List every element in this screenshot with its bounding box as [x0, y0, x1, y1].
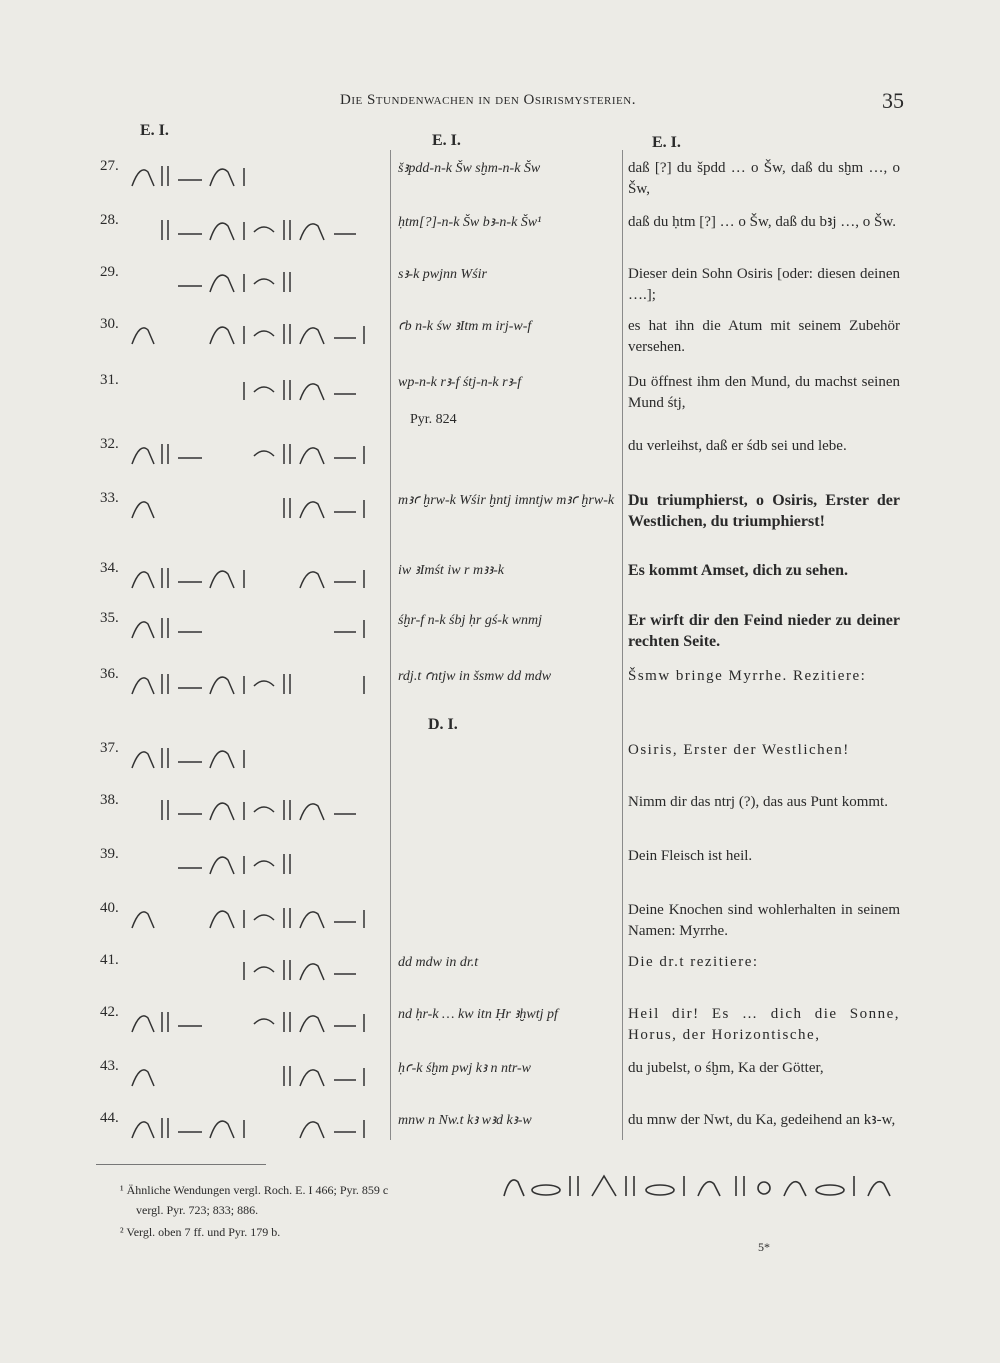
translation: du mnw der Nwt, du Ka, gedeihend an kꜣ-w,	[628, 1112, 896, 1128]
footnote-rule	[96, 1164, 266, 1165]
translation: du verleihst, daß er śdb sei und lebe.	[628, 438, 847, 454]
row-number: 44.	[100, 1110, 119, 1126]
transliteration: sꜣ-k pwjnn Wśir	[398, 267, 487, 282]
row-number: 39.	[100, 846, 119, 862]
col2-heading: E. I.	[432, 132, 461, 149]
footnote-2: ² Vergl. oben 7 ff. und Pyr. 179 b.	[120, 1225, 281, 1239]
row-number: 32.	[100, 436, 119, 452]
translation: Deine Knochen sind wohlerhalten in seinem Namen: Myrrhe.	[628, 902, 900, 939]
page-number: 35	[882, 88, 904, 113]
transliteration: mnw n Nw.t kꜣ wꜣd kꜣ-w	[398, 1113, 532, 1128]
hieroglyph-group-icon	[128, 846, 378, 880]
footnote-hieroglyph-icon	[500, 1170, 900, 1202]
translation: Osiris, Erster der Westlichen!	[628, 742, 850, 758]
hieroglyph-group-icon	[128, 316, 378, 350]
transliteration: wp-n-k rꜣ-f śtj-n-k rꜣ-f	[398, 375, 522, 390]
translation: Dieser dein Sohn Osiris [oder: diesen deinen ….];	[628, 266, 900, 303]
translation: Die dr.t rezitiere:	[628, 954, 759, 970]
hieroglyph-group-icon	[128, 1110, 378, 1144]
hieroglyph-group-icon	[128, 264, 378, 298]
column-divider-right	[622, 150, 623, 1140]
page-title: Die Stundenwachen in den Osirismysterien.	[340, 92, 636, 108]
signature-mark: 5*	[758, 1240, 770, 1254]
row-number: 27.	[100, 158, 119, 174]
transliteration: nd ḥr-k … kw itn Ḥr ꜣḫwtj pf	[398, 1007, 558, 1022]
row-number: 33.	[100, 490, 119, 506]
hieroglyph-group-icon	[128, 666, 378, 700]
translation: Es kommt Amset, dich zu sehen.	[628, 562, 849, 579]
row-number: 30.	[100, 316, 119, 332]
hieroglyph-group-icon	[128, 740, 378, 774]
transliteration: ḥꜥ-k śḫm pwj kꜣ n ntr-w	[398, 1061, 532, 1076]
row-number: 29.	[100, 264, 119, 280]
translation: du jubelst, o śḫm, Ka der Götter,	[628, 1060, 824, 1076]
translation: es hat ihn die Atum mit seinem Zubehör versehen.	[628, 318, 900, 355]
transliteration: mꜣꜥ ḫrw-k Wśir ḫntj imntjw mꜣꜥ ḫrw-k	[398, 493, 615, 508]
row-number: 43.	[100, 1058, 119, 1074]
hieroglyph-group-icon	[128, 560, 378, 594]
footnote-1-cont: vergl. Pyr. 723; 833; 886.	[136, 1203, 259, 1217]
row-number: 31.	[100, 372, 119, 388]
hieroglyph-group-icon	[128, 158, 378, 192]
transliteration: iw ꜣImśt iw r mꜣꜣ-k	[398, 563, 504, 578]
row-number: 37.	[100, 740, 119, 756]
hieroglyph-group-icon	[128, 212, 378, 246]
transliteration: śḫr-f n-k śbj ḥr gś-k wnmj	[398, 613, 542, 628]
hieroglyph-group-icon	[128, 900, 378, 934]
translation: Heil dir! Es … dich die Sonne, Horus, der Horizontische,	[628, 1006, 900, 1043]
col1-heading: E. I.	[140, 122, 169, 139]
transliteration: ḥtm[?]-n-k Šw bꜣ-n-k Šw¹	[398, 215, 542, 230]
hieroglyph-group-icon	[128, 792, 378, 826]
transliteration: rdj.t ꜥntjw in šsmw dd mdw	[398, 669, 552, 684]
column-divider-left	[390, 150, 391, 1140]
hieroglyph-group-icon	[128, 610, 378, 644]
translation: Er wirft dir den Feind nieder zu deiner rechten Seite.	[628, 612, 900, 650]
col3-heading: E. I.	[652, 134, 681, 151]
footnote-1: ¹ Ähnliche Wendungen vergl. Roch. E. I 466; Pyr. 859 c	[120, 1183, 389, 1197]
row-number: 42.	[100, 1004, 119, 1020]
running-header	[0, 88, 1000, 116]
row-number: 38.	[100, 792, 119, 808]
transliteration: šꜣpdd-n-k Šw sḫm-n-k Šw	[398, 161, 541, 176]
translation: Du triumphierst, o Osiris, Erster der Westlichen, du triumphierst!	[628, 492, 900, 530]
d-heading: D. I.	[428, 716, 458, 733]
row-number: 36.	[100, 666, 119, 682]
row-number: 41.	[100, 952, 119, 968]
hieroglyph-group-icon	[128, 436, 378, 470]
translation: daß du ḥtm [?] … o Šw, daß du bꜣj …, o Šw.	[628, 214, 896, 230]
row-number: 34.	[100, 560, 119, 576]
row-number: 28.	[100, 212, 119, 228]
hieroglyph-group-icon	[128, 1058, 378, 1092]
row-number: 35.	[100, 610, 119, 626]
hieroglyph-group-icon	[128, 490, 378, 524]
translation: Dein Fleisch ist heil.	[628, 848, 753, 864]
pyr-reference: Pyr. 824	[410, 412, 457, 427]
translation: Šsmw bringe Myrrhe. Rezitiere:	[628, 668, 867, 684]
transliteration: dd mdw in dr.t	[398, 955, 479, 970]
hieroglyph-group-icon	[128, 372, 378, 406]
translation: daß [?] du špdd … o Šw, daß du sḫm …, o Šw,	[628, 160, 900, 197]
translation: Nimm dir das ntrj (?), das aus Punt kommt.	[628, 794, 888, 810]
translation: Du öffnest ihm den Mund, du machst seinen Mund śtj,	[628, 374, 900, 411]
transliteration: ꜥb n-k św ꜣItm m irj-w-f	[398, 319, 532, 334]
hieroglyph-group-icon	[128, 952, 378, 986]
row-number: 40.	[100, 900, 119, 916]
hieroglyph-group-icon	[128, 1004, 378, 1038]
